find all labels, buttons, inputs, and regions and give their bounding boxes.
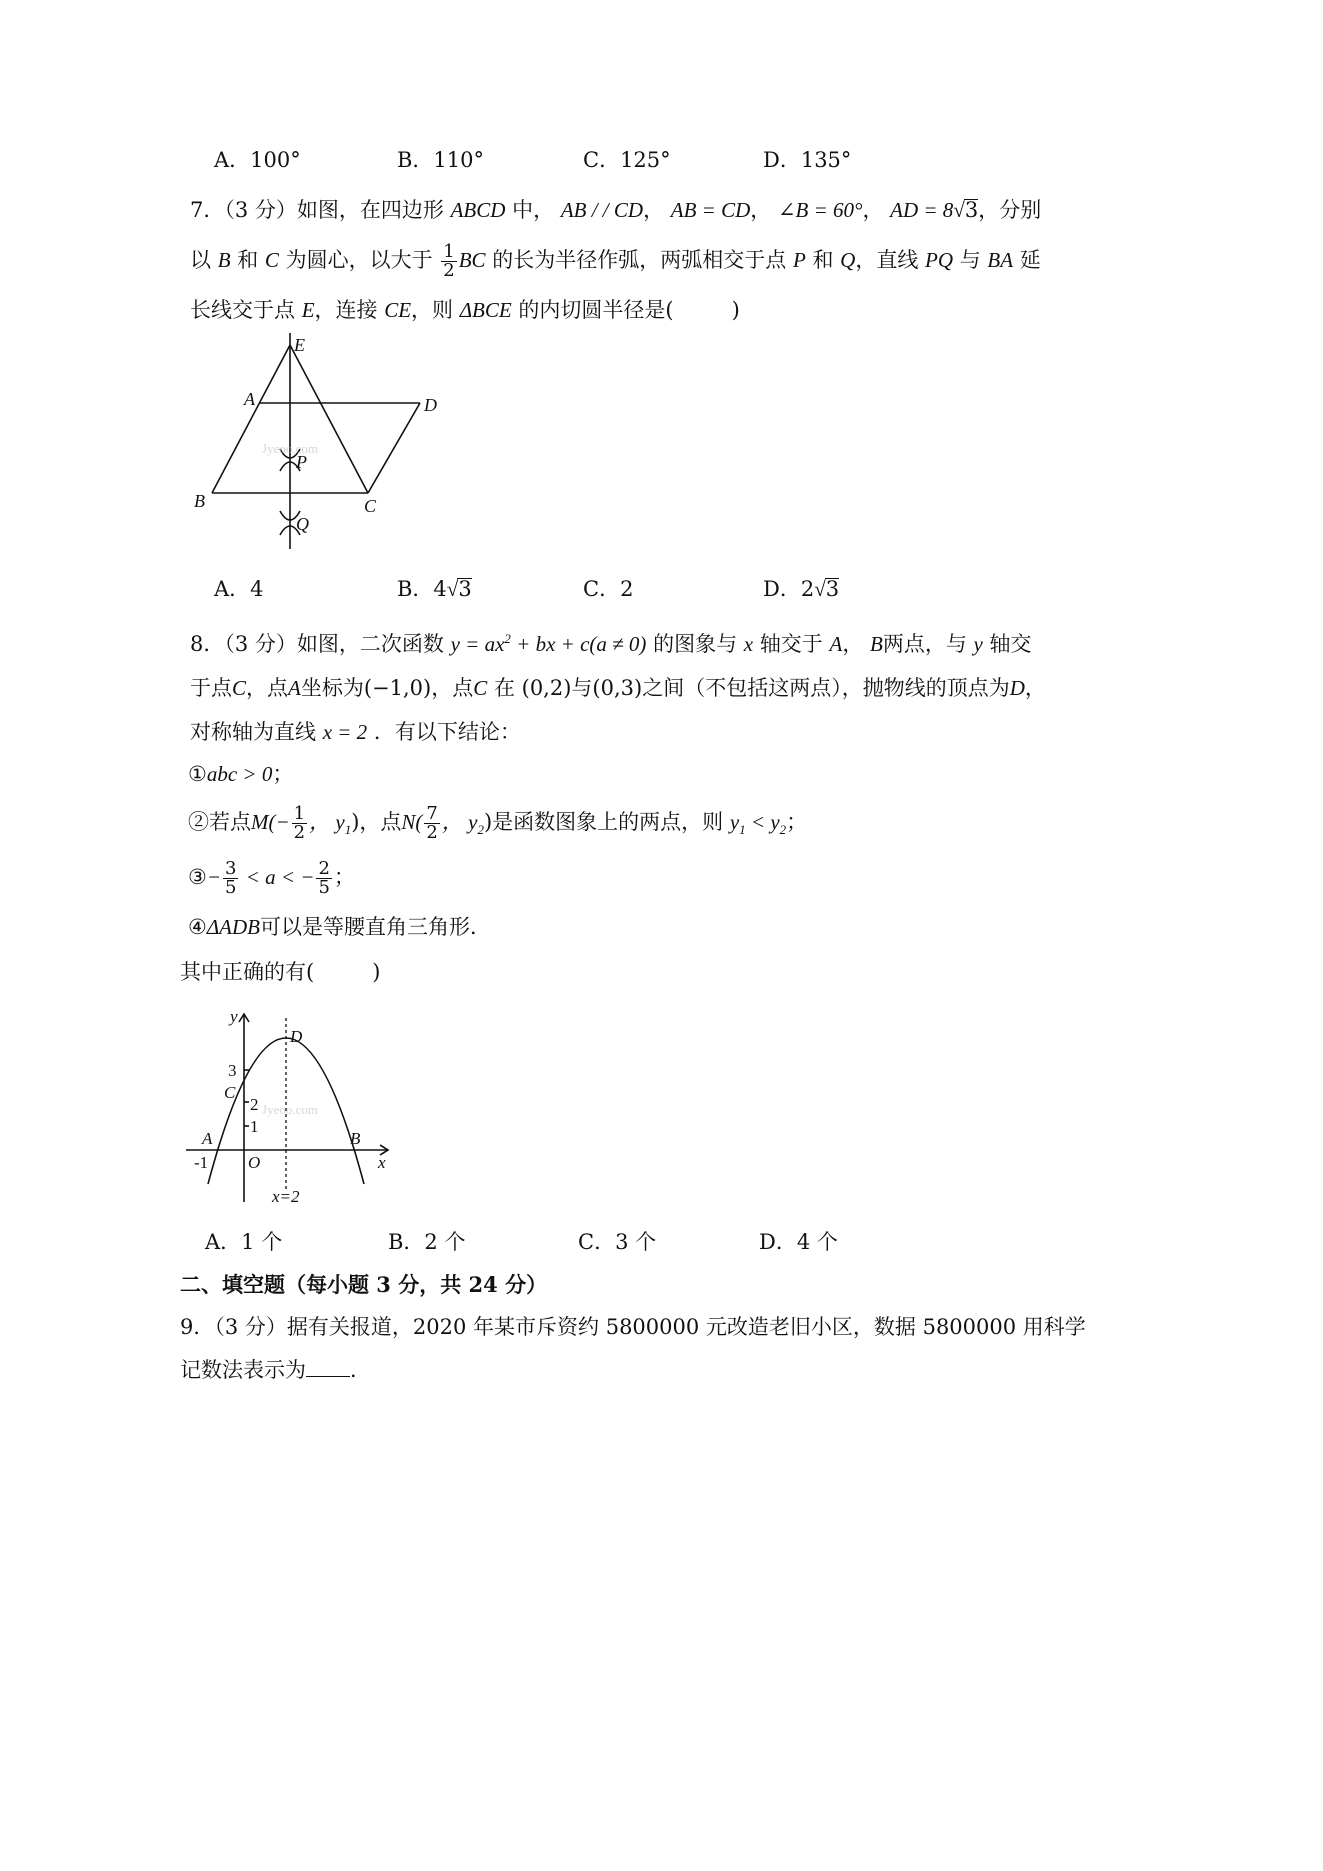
q8-text: ， [842, 632, 864, 656]
q8-var: A [288, 676, 301, 700]
q8-text: ； [272, 762, 294, 786]
label-d: D [424, 395, 437, 415]
q8-expr: < a < − [240, 865, 315, 889]
q9-text: 记数法表示为 [180, 1358, 306, 1382]
q7-text: 和 [812, 248, 834, 272]
q9-text: ． [350, 1358, 371, 1382]
q7-text: 和 [237, 248, 259, 272]
label-e: E [294, 335, 305, 355]
q7-sep: ， [750, 198, 772, 222]
q8-figure [180, 1002, 400, 1207]
q7-text: ，直线 [855, 248, 919, 272]
q7-var: BA [987, 248, 1014, 272]
q7-option-c: C．2 [583, 577, 634, 601]
section-title: 二、填空题（每小题 3 分，共 24 分） [180, 1272, 548, 1297]
radicand: 3 [825, 577, 840, 601]
q8-var: C [473, 676, 488, 700]
q7-line-1 [190, 196, 1041, 224]
q7-var: E [301, 298, 315, 322]
q7-var: ABCD [450, 198, 506, 222]
q7-figure [180, 325, 460, 565]
fraction-numerator: 1 [443, 241, 455, 262]
fraction: $\frac{1}{2}$ [293, 803, 306, 843]
radicand: 3 [964, 198, 979, 222]
label-b: B [350, 1129, 361, 1148]
q8-option-c: C．3 个 [578, 1230, 657, 1254]
q8-expr: ΔADB [206, 915, 260, 939]
q9-score: （3 分） [214, 1315, 287, 1339]
q8-text: 对称轴为直线 [190, 720, 316, 744]
q8-function: $y = ax^2$ + bx + c(a ≠ 0) [450, 631, 647, 656]
q7-text: ) [731, 298, 740, 322]
q7-option-a: A．4 [214, 577, 264, 601]
q8-text: ②若点 [188, 810, 251, 834]
q7-text: 为圆心，以大于 [285, 248, 433, 272]
q6-option-c: C．125° [583, 148, 671, 172]
line-cd [368, 403, 420, 493]
tick-label-2: 2 [250, 1095, 259, 1114]
q8-line-1 [190, 625, 1032, 658]
q8-text: ，点 [431, 676, 474, 700]
circled-4: ④ [188, 915, 207, 939]
q8-var: B [870, 632, 883, 656]
q7-text: 长线交于点 [190, 298, 295, 322]
q7-option-b [397, 575, 472, 603]
q7-condition: ∠B = 60° [777, 198, 863, 222]
q8-coord: (0,3) [592, 676, 643, 700]
q8-text: 与 [571, 676, 593, 700]
q7-text: 的长为半径作弧，两弧相交于点 [492, 248, 787, 272]
watermark: Jyeoo.com [262, 441, 318, 456]
q8-text: ； [786, 810, 808, 834]
q7-condition: AB / / CD [560, 198, 644, 222]
q7-option-d [763, 575, 839, 603]
q8-line-3 [190, 718, 521, 746]
q7-var: ΔBCE [459, 298, 512, 322]
q8-var: x [743, 632, 754, 656]
q8-coord: (−1,0) [363, 676, 432, 700]
label-a: A [244, 389, 255, 409]
q9-line-2 [180, 1356, 371, 1384]
label-c: C [224, 1083, 236, 1102]
q8-score: （3 分） [224, 632, 297, 656]
q7-text: ，则 [411, 298, 454, 322]
q7-var: C [264, 248, 279, 272]
q8-text: 两点，与 [882, 632, 967, 656]
tick-label-neg1: -1 [194, 1153, 209, 1172]
q7-text: 中， [512, 198, 555, 222]
q8-conclusion-3: ③− $\frac{3}{5}$ < a < − $\frac{2}{5}$ ； [188, 858, 355, 898]
q8-text: ．有以下结论： [373, 720, 521, 744]
q7-var: B [217, 248, 231, 272]
q9-line-1 [180, 1313, 1086, 1341]
watermark: Jyeoo.com [262, 1102, 318, 1117]
q7-var: BC [458, 248, 486, 272]
q8-text: 的图象与 [653, 632, 738, 656]
q8-text: 于点 [190, 676, 232, 700]
q8-option-d: D．4 个 [759, 1230, 838, 1254]
circled-3: ③ [188, 865, 207, 889]
label-x: x [378, 1153, 386, 1172]
q8-var: C [232, 676, 247, 700]
line-eb [212, 345, 290, 493]
q8-var: D [1009, 676, 1025, 700]
q7-condition: AB = CD [670, 198, 751, 222]
q8-text: 可以是等腰直角三角形． [259, 915, 491, 939]
q7-text: 与 [959, 248, 981, 272]
fraction-denominator: 2 [443, 260, 455, 281]
q8-ineq: $y_1 < y_2$ [729, 810, 787, 838]
q7-var: CE [384, 298, 412, 322]
q8-var: A [829, 632, 843, 656]
tick-label-1: 1 [250, 1117, 259, 1136]
q7-var: Q [840, 248, 856, 272]
label-q: Q [296, 514, 309, 534]
q8-var: M(− [251, 810, 290, 834]
q8-text: 如图，二次函数 [296, 632, 444, 656]
q7-var: P [792, 248, 806, 272]
q8-text: 轴交 [989, 632, 1032, 656]
q8-text: 在 [493, 676, 515, 700]
q8-text: 之间（不包括这两点），抛物线的顶点为 [642, 676, 1010, 700]
q7-option-d-text: D．2 [763, 577, 815, 601]
answer-blank[interactable] [306, 1356, 350, 1377]
q8-number: 8． [190, 632, 225, 656]
q9-number: 9． [180, 1315, 215, 1339]
label-a: A [202, 1129, 213, 1148]
q8-text: ) [483, 810, 493, 834]
q8-text: ，点 [246, 676, 289, 700]
q7-sep: ， [862, 198, 884, 222]
q9-text: 据有关报道，2020 年某市斥资约 5800000 元改造老旧小区，数据 5800000 用科学 [286, 1315, 1086, 1339]
q6-option-d: D．135° [763, 148, 852, 172]
q8-text: ， [1024, 676, 1046, 700]
q7-sep: ， [643, 198, 665, 222]
q8-text: 是函数图象上的两点，则 [492, 810, 724, 834]
q7-text: ，连接 [314, 298, 378, 322]
radicand: 3 [458, 577, 472, 601]
fraction [441, 243, 456, 280]
q8-option-b: B．2 个 [388, 1230, 466, 1254]
q7-option-b-text: B．4 [397, 577, 447, 601]
circled-1: ① [188, 762, 207, 786]
q8-option-a: A．1 个 [205, 1230, 283, 1254]
q7-text: ，分别 [978, 198, 1042, 222]
label-p: P [296, 452, 307, 472]
tick-label-3: 3 [228, 1061, 237, 1080]
sqrt-sign: √ [953, 198, 965, 222]
q7-condition: AD = 8 [890, 198, 954, 222]
q8-text: ； [333, 865, 355, 889]
q8-line-2 [190, 674, 1046, 702]
q8-conclusion-2 [188, 805, 807, 844]
label-o: O [248, 1153, 261, 1172]
q7-text: 延 [1019, 248, 1041, 272]
q8-var: ， $y_1$ [309, 810, 352, 838]
q7-text: 的内切圆半径是( [518, 298, 674, 322]
q7-line-3 [190, 296, 740, 324]
q7-text: 如图，在四边形 [296, 198, 444, 222]
q8-axis-eq: x = 2 [322, 720, 368, 744]
q6-option-b: B．110° [397, 148, 485, 172]
q8-conclusion-1 [188, 760, 293, 788]
q7-text: 以 [190, 248, 211, 272]
q8-text: 坐标为 [300, 676, 364, 700]
q8-question: 其中正确的有( ) [180, 960, 381, 984]
sqrt-sign: √ [446, 577, 459, 601]
fraction: $\frac{7}{2}$ [426, 803, 438, 843]
fraction: $\frac{2}{5}$ [318, 858, 330, 898]
label-c: C [364, 496, 377, 516]
q8-var: y [973, 632, 983, 656]
q8-text: 轴交于 [759, 632, 823, 656]
q8-conclusion-4 [188, 913, 491, 941]
label-d: D [290, 1027, 303, 1046]
q7-number: 7． [190, 198, 225, 222]
q8-text: )，点 [351, 810, 402, 834]
q6-option-a: A．100° [214, 148, 301, 172]
q8-expr: abc > 0 [206, 762, 273, 786]
fraction: $\frac{3}{5}$ [225, 858, 237, 898]
sqrt-sign: √ [814, 577, 826, 601]
q8-var: N( [401, 810, 423, 834]
q8-var: ， $y_2$ [441, 810, 484, 838]
q7-var: PQ [925, 248, 954, 272]
label-axis-eq: x=2 [272, 1187, 300, 1206]
label-b: B [194, 491, 205, 511]
q7-score: （3 分） [224, 198, 297, 222]
label-y: y [230, 1007, 238, 1026]
q7-line-2 [190, 243, 1041, 280]
q8-coord: (0,2) [521, 676, 572, 700]
